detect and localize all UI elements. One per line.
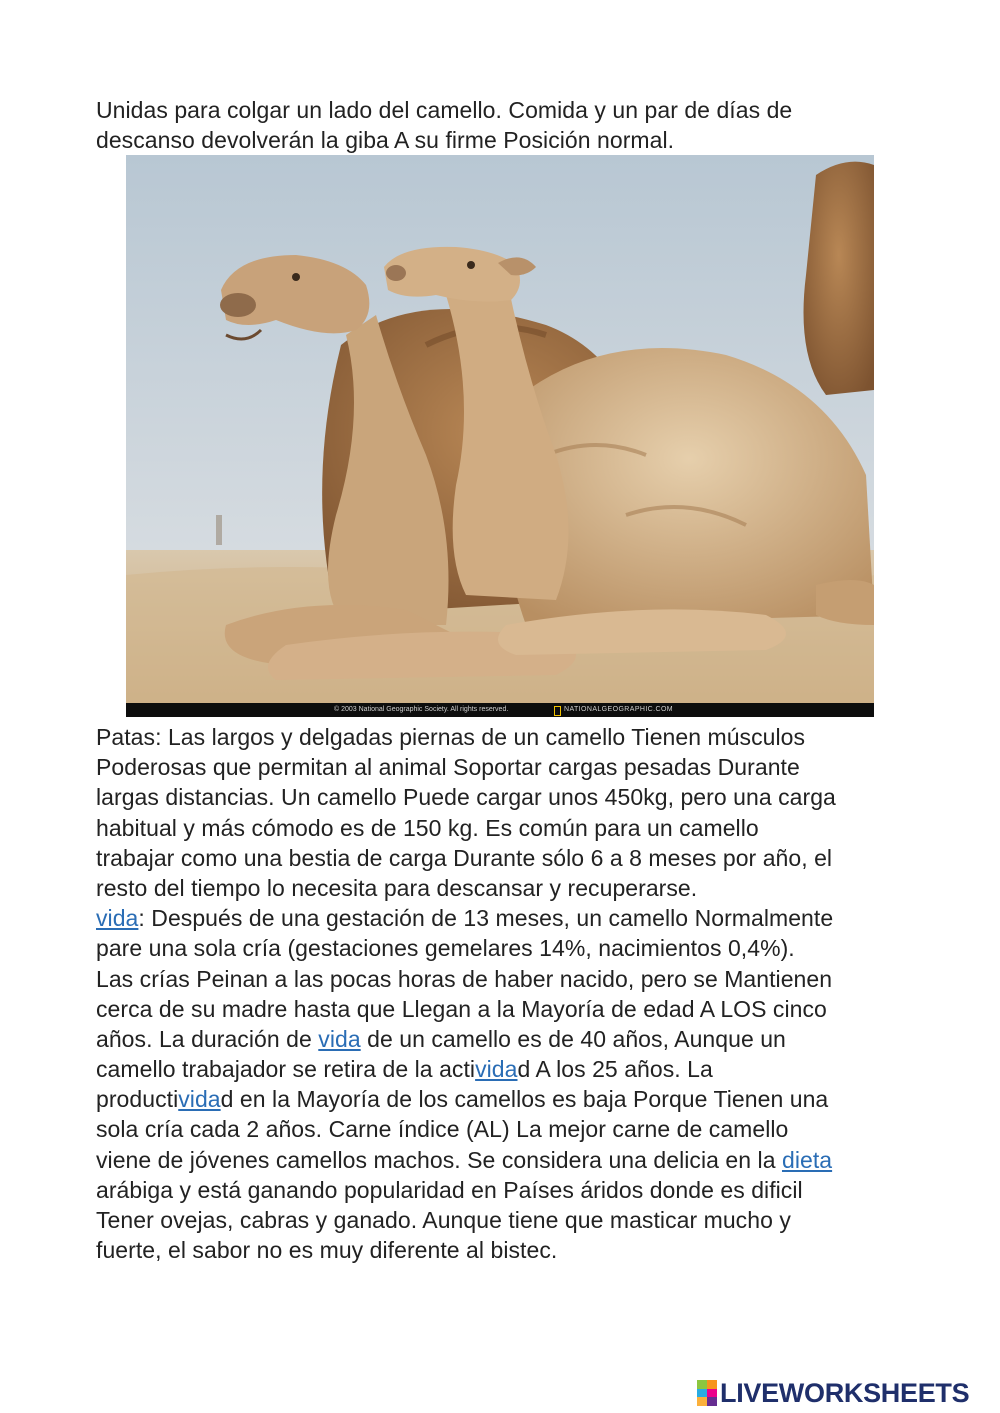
body-text-span: de un camello es de 40 años, Aunque un: [360, 1025, 786, 1052]
camels-illustration: [126, 155, 874, 717]
intro-line-2: descanso devolverán la giba A su firme Posición normal.: [96, 127, 675, 154]
body-line: [96, 1145, 916, 1175]
logo-square: [707, 1389, 717, 1397]
logo-square: [707, 1397, 717, 1406]
body-text-span: producti: [96, 1086, 179, 1113]
body-text-span: d en la Mayoría de los camellos es baja Porque Tienen una: [220, 1086, 829, 1113]
dieta-link[interactable]: dieta: [781, 1146, 833, 1173]
camels-photo: [126, 155, 874, 717]
body-line: fuerte, el sabor no es muy diferente al bistec.: [96, 1237, 558, 1264]
photo-credit-brand: NATIONALGEOGRAPHIC.COM: [564, 706, 674, 713]
body-line: cerca de su madre hasta que Llegan a la Mayoría de edad A LOS cinco: [96, 995, 827, 1022]
liveworksheets-logo[interactable]: [697, 1378, 969, 1408]
body-line: sola cría cada 2 años. Carne índice (AL) La mejor carne de camello: [96, 1116, 789, 1143]
vida-link[interactable]: vida: [475, 1056, 518, 1083]
vida-link[interactable]: vida: [318, 1025, 361, 1052]
body-line: Tener ovejas, cabras y ganado. Aunque tiene que masticar mucho y: [96, 1207, 791, 1233]
body-line: trabajar como una bestia de carga Durante sólo 6 a 8 meses por año, el: [96, 844, 833, 871]
logo-square: [697, 1380, 707, 1389]
photo-credit-text: © 2003 National Geographic Society. All rights reserved.: [334, 706, 509, 713]
body-line: Poderosas que permitan al animal Soportar cargas pesadas Durante: [96, 754, 800, 781]
body-text-span: años. La duración de: [96, 1025, 319, 1052]
body-text-span: : Después de una gestación de 13 meses, un camello Normalmente: [138, 905, 834, 932]
intro-paragraph: [96, 95, 916, 155]
body-line: [96, 903, 916, 933]
body-line: habitual y más cómodo es de 150 kg. Es común para un camello: [96, 814, 759, 841]
logo-square: [697, 1397, 707, 1406]
logo-square: [707, 1380, 717, 1389]
body-line: [96, 1054, 916, 1084]
logo-square: [697, 1389, 707, 1397]
intro-line-1: Unidas para colgar un lado del camello. Comida y un par de días de: [96, 97, 793, 123]
body-line: [96, 1024, 916, 1054]
logo-text: LIVEWORKSHEETS: [720, 1377, 970, 1408]
national-geographic-border-icon: [554, 706, 561, 716]
main-paragraph: [96, 722, 916, 1265]
vida-link[interactable]: vida: [96, 905, 139, 932]
body-line: [96, 1084, 916, 1114]
liveworksheets-logo-icon: [697, 1380, 717, 1406]
body-text-span: viene de jóvenes camellos machos. Se considera una delicia en la: [96, 1146, 782, 1173]
vida-link[interactable]: vida: [178, 1086, 221, 1113]
body-line: Patas: Las largos y delgadas piernas de un camello Tienen músculos: [96, 724, 806, 750]
photo-credit-bar: [126, 703, 874, 717]
body-line: largas distancias. Un camello Puede cargar unos 450kg, pero una carga: [96, 784, 836, 811]
body-line: pare una sola cría (gestaciones gemelares 14%, nacimientos 0,4%).: [96, 935, 795, 962]
body-line: arábiga y está ganando popularidad en Países áridos donde es dificil: [96, 1176, 803, 1203]
body-text-span: camello trabajador se retira de la acti: [96, 1056, 476, 1083]
body-line: resto del tiempo lo necesita para descansar y recuperarse.: [96, 874, 698, 901]
body-text-span: d A los 25 años. La: [517, 1056, 713, 1083]
body-line: Las crías Peinan a las pocas horas de haber nacido, pero se Mantienen: [96, 965, 833, 992]
